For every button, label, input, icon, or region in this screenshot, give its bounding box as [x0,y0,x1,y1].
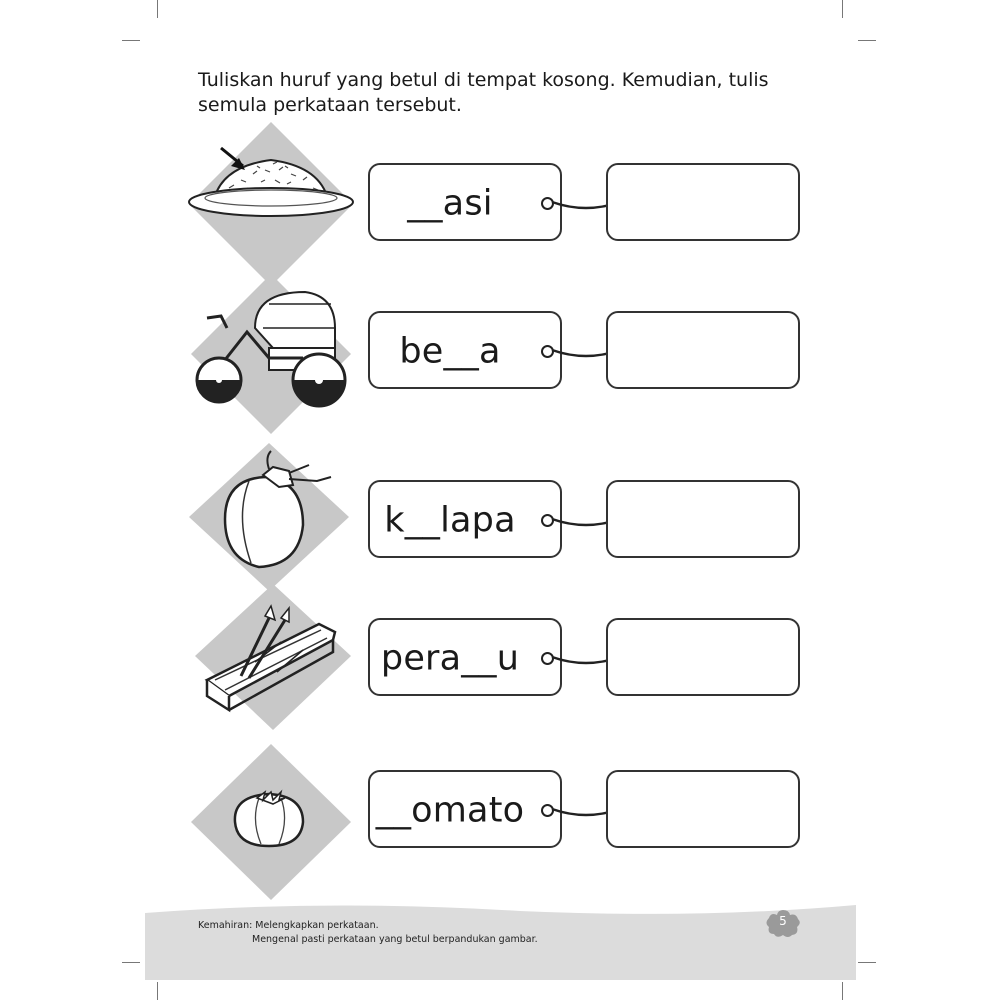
incomplete-word: __asi [407,183,493,224]
exercise-row [0,268,1000,438]
word-card [368,163,562,241]
incomplete-word: pera__u [380,638,520,679]
incomplete-word: __omato [375,790,525,831]
crop-mark [157,0,158,18]
trishaw-icon [185,268,357,438]
word-card [368,618,562,696]
crop-mark [122,40,140,41]
skill-note [198,919,538,947]
crop-mark [842,0,843,18]
exercise-row [0,118,1000,288]
answer-box[interactable] [606,618,800,696]
page-number-badge [764,908,802,938]
exercise-picture [185,268,357,438]
exercise-picture [185,734,357,904]
rice-plate-icon [185,118,357,288]
skill-line-1: Kemahiran: Melengkapkan perkataan. [198,920,379,931]
answer-box[interactable] [606,480,800,558]
skill-line-2: Mengenal pasti perkataan yang betul berpandukan gambar. [252,934,538,945]
word-card [368,311,562,389]
boat-icon [185,580,357,750]
crop-mark [858,40,876,41]
exercise-row [0,734,1000,904]
answer-box[interactable] [606,770,800,848]
exercise-picture [185,118,357,288]
answer-box[interactable] [606,311,800,389]
page-number: 5 [779,914,787,928]
incomplete-word: k__lapa [384,500,516,541]
word-card [368,770,562,848]
answer-box[interactable] [606,163,800,241]
word-card [368,480,562,558]
tomato-icon [185,734,357,904]
exercise-picture [185,580,357,750]
exercise-row [0,580,1000,750]
incomplete-word: be__a [399,331,501,372]
instruction-text: Tuliskan huruf yang betul di tempat kosong. Kemudian, tulis semula perkataan tersebut. [198,69,769,116]
